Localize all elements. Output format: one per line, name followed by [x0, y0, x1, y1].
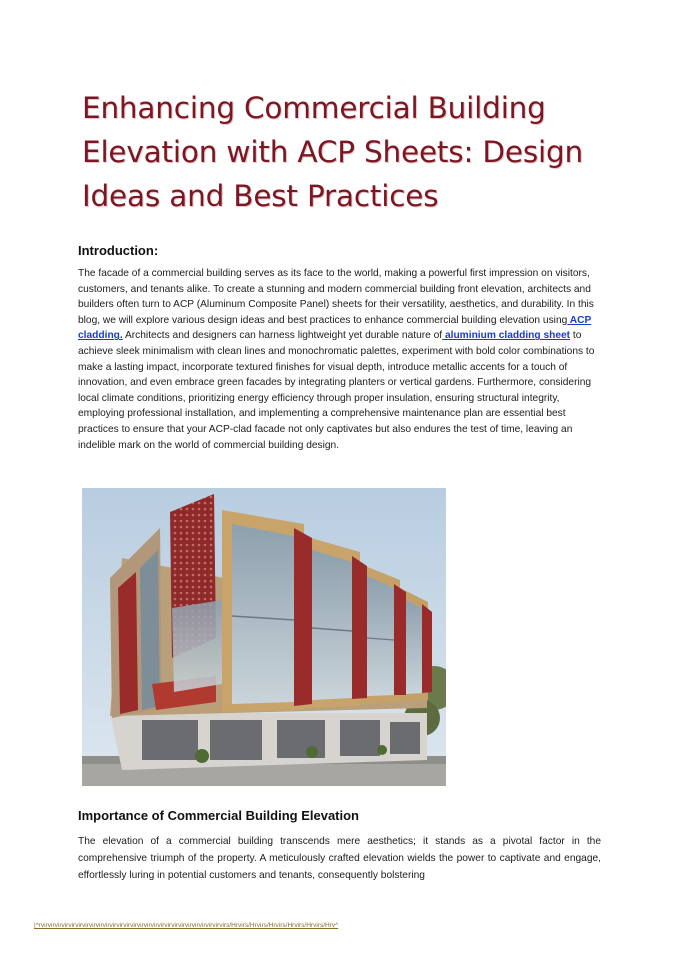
aluminium-cladding-sheet-link[interactable]: aluminium cladding sheet [442, 330, 571, 342]
importance-paragraph: The elevation of a commercial building transcends mere aesthetics; it stands as a pivotal factor in the comprehensive triumph of the property. A meticulously crafted elevation wields the power to captivate and engage, effortlessly luring in potential customers and tenants, consequently bolstering [78, 836, 601, 882]
introduction-heading: Introduction: [78, 243, 159, 258]
introduction-paragraph [78, 266, 598, 453]
acp-cladding-link[interactable]: ACP cladding. [78, 314, 592, 342]
intro-text-part-1: The facade of a commercial building serves as its face to the world, making a powerful first impression on visitors, customers, and tenants alike. To create a stunning and modern commercial building front elevation, architects and builders often turn to ACP (Aluminum Composite Panel) sheets for their versatility, aesthetics, and durability. In this blog, we will explore various design ideas and best practices to enhance commercial building elevation using [78, 268, 594, 326]
footer-link-text[interactable]: |^rvirvirvirvirvirvirvirvirvirvirvirvirvirvirvirvirvirvirvirvirvirvirvirvirvirvirvirs/Hrvirs/Hrvirs/Hrvirs/Hrvirs/Hrvirs/Hrv^ [34, 922, 339, 929]
building-photo [82, 488, 446, 786]
importance-heading: Importance of Commercial Building Elevation [78, 808, 359, 823]
intro-text-part-2: Architects and designers can harness lightweight yet durable nature of [122, 330, 443, 342]
page-title: Enhancing Commercial Building Elevation with ACP Sheets: Design Ideas and Best Practices [82, 91, 584, 213]
intro-text-part-3: to achieve sleek minimalism with clean lines and monochromatic palettes, experiment with bold color combinations to make a lasting impact, incorporate textured finishes for visual depth, introduce metallic accents for a touch of innovation, and even embrace green facades by integrating planters or vertical gardens. Furthermore, considering local climate conditions, prioritizing energy efficiency through proper insulation, ensuring structural integrity, employing professional installation, and implementing a comprehensive maintenance plan are essential best practices to ensure that your ACP-clad facade not only captivates but also endures the test of time, leaving an indelible mark on the world of commercial building design. [78, 330, 595, 451]
